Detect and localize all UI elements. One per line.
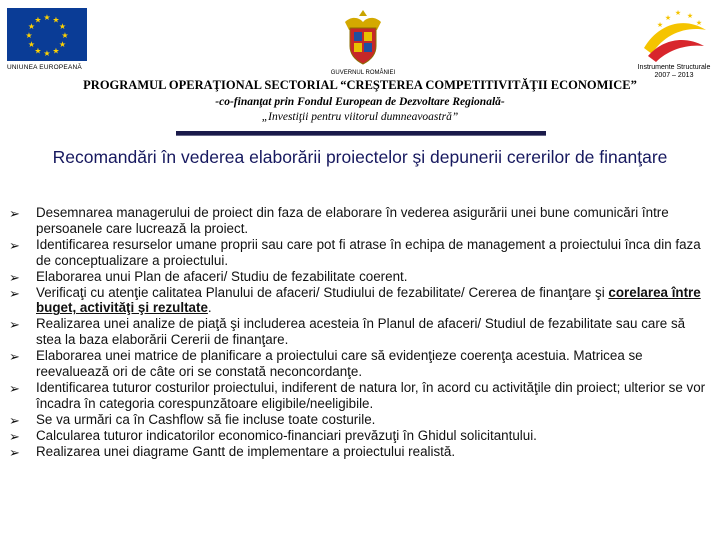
structural-instruments-logo — [630, 6, 718, 80]
gov-caption: GUVERNUL ROMÂNIEI — [330, 70, 396, 76]
bullet-text: Verificaţi cu atenţie calitatea Planului de afaceri/ Studiului de fezabilitate/ Cererea de finanţare şi — [36, 284, 609, 300]
svg-text:★: ★ — [43, 49, 51, 58]
svg-text:★: ★ — [43, 13, 51, 22]
bullet-text: Realizarea unei analize de piaţă şi includerea acesteia în Planul de afaceri/ Studiul de fezabilitate sau care să stea la baza elaborării Cererii de finanţare. — [36, 316, 686, 348]
recommendation-list — [10, 205, 710, 460]
svg-text:★: ★ — [27, 22, 36, 31]
svg-text:★: ★ — [664, 14, 672, 22]
svg-text:★: ★ — [52, 15, 60, 25]
bullet-text: Se va urmări ca în Cashflow să fie incluse toate costurile. — [36, 411, 376, 427]
bullet-emphasis: corelarea între buget, activităţi şi rezultate — [36, 284, 701, 316]
slogan: „Investiţii pentru viitorul dumneavoastră” — [261, 111, 459, 123]
bullet-text: Identificarea resurselor umane proprii sau care pot fi atrase în echipa de management a proiectului înca din faza de conceptualizare a proiectului. — [36, 236, 701, 268]
list-item — [10, 316, 710, 348]
arrow-bullet-icon: ➢ — [9, 317, 20, 333]
eu-logo — [7, 8, 87, 71]
svg-text:★: ★ — [58, 22, 67, 31]
bullet-tail: . — [207, 300, 212, 316]
svg-text:★: ★ — [695, 19, 703, 27]
arrow-bullet-icon: ➢ — [9, 237, 20, 253]
svg-text:★: ★ — [25, 31, 33, 40]
arrow-bullet-icon: ➢ — [9, 269, 20, 285]
arrow-bullet-icon: ➢ — [9, 380, 20, 396]
arrow-bullet-icon: ➢ — [9, 444, 20, 460]
svg-text:★: ★ — [656, 21, 664, 29]
bullet-text: Desemnarea managerului de proiect din faza de elaborare în vederea asigurării unei bune comunicări între persoanele care lucrează la proiect. — [36, 205, 669, 236]
is-caption-line2: 2007 – 2013 — [654, 72, 694, 79]
header-divider — [176, 131, 546, 136]
arrow-bullet-icon: ➢ — [9, 349, 20, 365]
bullet-text: Realizarea unei diagrame Gantt de implementare a proiectului realistă. — [36, 443, 456, 459]
eu-flag-icon — [7, 8, 87, 61]
is-caption-line1: Instrumente Structurale — [637, 64, 711, 71]
svg-text:★: ★ — [61, 31, 69, 40]
program-title: PROGRAMUL OPERAŢIONAL SECTORIAL “CREŞTEREA COMPETITIVITĂŢII ECONOMICE” — [83, 78, 637, 92]
svg-text:★: ★ — [34, 15, 42, 25]
list-item — [10, 205, 710, 237]
arrow-bullet-icon: ➢ — [9, 412, 20, 428]
svg-text:★: ★ — [52, 46, 60, 56]
list-item — [10, 428, 710, 444]
svg-text:★: ★ — [686, 12, 694, 20]
svg-text:★: ★ — [58, 40, 67, 49]
list-item — [10, 269, 710, 285]
arrow-bullet-icon: ➢ — [9, 285, 20, 301]
arrow-bullet-icon: ➢ — [9, 206, 20, 221]
list-item — [10, 380, 710, 412]
svg-text:★: ★ — [27, 40, 36, 49]
cofinance-note: -co-finanţat prin Fondul European de Dezvoltare Regională- — [215, 96, 505, 108]
bullet-text: Elaborarea unui Plan de afaceri/ Studiu de fezabilitate coerent. — [36, 268, 408, 284]
coat-of-arms-icon — [341, 8, 385, 66]
list-item — [10, 444, 710, 460]
svg-text:★: ★ — [34, 46, 42, 56]
svg-text:★: ★ — [674, 9, 682, 17]
bullet-text: Calcularea tuturor indicatorilor economico-financiari prevăzuţi în Ghidul solicitantului. — [36, 427, 537, 443]
structural-instruments-icon — [638, 6, 710, 68]
list-item — [10, 348, 710, 380]
eu-caption: UNIUNEA EUROPEANĂ — [7, 64, 82, 71]
list-item — [10, 285, 710, 317]
list-item — [10, 412, 710, 428]
bullet-text: Identificarea tuturor costurilor proiectului, indiferent de natura lor, în acord cu activităţile din proiect; ulterior se vor încadra în categoria corespunzătoare eligibile/neeligibile. — [36, 379, 706, 411]
bullet-text: Elaborarea unei matrice de planificare a proiectului care să evidenţieze coerenţa acestuia. Matricea se reevaluează ori de câte ori se constată neconcordanţe. — [36, 348, 643, 380]
list-item — [10, 237, 710, 269]
page-title: Recomandări în vederea elaborării proiectelor şi depunerii cererilor de finanţare — [52, 147, 668, 167]
gov-logo — [318, 8, 408, 76]
arrow-bullet-icon: ➢ — [9, 428, 20, 444]
